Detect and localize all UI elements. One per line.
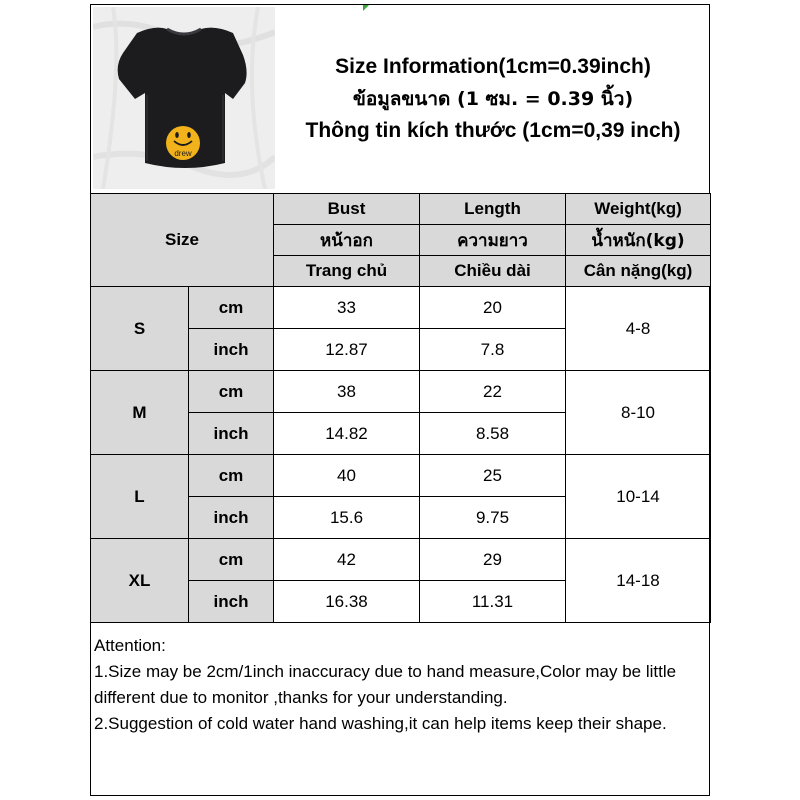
bust-cm: 42 [274,539,420,581]
title-vietnamese: Thông tin kích thước (1cm=0,39 inch) [305,119,681,142]
bust-inch: 16.38 [274,581,420,623]
pet-shirt-image [93,7,275,189]
col-header-weight-thai: น้ำหนัก(kg) [566,225,711,256]
product-photo [93,7,275,189]
size-info-title-block [277,5,709,193]
size-chart-sheet [90,4,710,796]
length-inch: 7.8 [420,329,566,371]
unit-inch: inch [189,581,274,623]
length-inch: 9.75 [420,497,566,539]
unit-inch: inch [189,497,274,539]
size-label-s: S [91,287,189,371]
col-header-length-vi: Chiều dài [420,256,566,287]
note-item: 2.Suggestion of cold water hand washing,it can help items keep their shape. [94,714,667,733]
col-header-bust-vi: Trang chủ [274,256,420,287]
smiley-face-icon [166,126,200,160]
svg-text:drew: drew [174,149,192,158]
unit-cm: cm [189,455,274,497]
title-english: Size Information(1cm=0.39inch) [335,55,651,78]
col-header-weight: Weight(kg) [566,194,711,225]
bust-cm: 38 [274,371,420,413]
notes-title: Attention: [94,636,166,655]
weight-range: 4-8 [566,287,711,371]
unit-cm: cm [189,371,274,413]
note-item: 1.Size may be 2cm/1inch inaccuracy due to hand measure,Color may be little different due to monitor ,thanks for your understanding. [94,662,677,707]
weight-range: 10-14 [566,455,711,539]
bust-inch: 15.6 [274,497,420,539]
length-inch: 8.58 [420,413,566,455]
unit-inch: inch [189,329,274,371]
bust-cm: 33 [274,287,420,329]
bust-inch: 14.82 [274,413,420,455]
size-label-xl: XL [91,539,189,623]
length-inch: 11.31 [420,581,566,623]
size-table [90,193,711,623]
unit-cm: cm [189,539,274,581]
size-info-header [91,5,709,194]
table-row [91,539,711,581]
table-row [91,455,711,497]
length-cm: 22 [420,371,566,413]
unit-inch: inch [189,413,274,455]
title-thai: ข้อมูลขนาด (1 ซม. = 0.39 นิ้ว) [352,88,634,110]
length-cm: 20 [420,287,566,329]
table-row [91,371,711,413]
bust-cm: 40 [274,455,420,497]
bust-inch: 12.87 [274,329,420,371]
length-cm: 29 [420,539,566,581]
col-header-weight-vi: Cân nặng(kg) [566,256,711,287]
weight-range: 8-10 [566,371,711,455]
size-label-l: L [91,455,189,539]
attention-notes [91,629,709,737]
unit-cm: cm [189,287,274,329]
col-header-length-thai: ความยาว [420,225,566,256]
col-header-bust: Bust [274,194,420,225]
weight-range: 14-18 [566,539,711,623]
col-header-length: Length [420,194,566,225]
size-column-title: Size [91,194,274,287]
table-row [91,287,711,329]
col-header-bust-thai: หน้าอก [274,225,420,256]
size-label-m: M [91,371,189,455]
length-cm: 25 [420,455,566,497]
